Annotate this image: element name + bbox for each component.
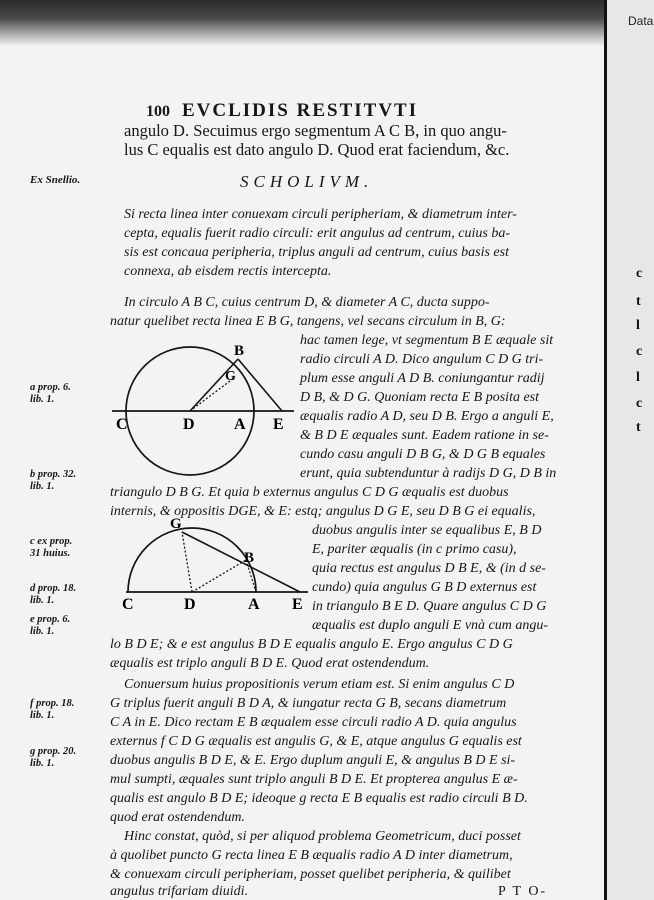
proof-line: internis, & oppositis DGE, & E: estq; angulus D G E, seu D B G ei equalis, [110, 504, 536, 519]
gutter-label: Data [628, 14, 654, 28]
fig2-label-d: D [184, 596, 196, 613]
margin-note: b prop. 32. lib. 1. [30, 469, 77, 492]
fig2-radius-dg [182, 532, 192, 592]
proof-line: æqualis est triplo anguli B D E. Quod erat ostendendum. [110, 656, 430, 671]
proof-line: G triplus fuerit anguli B D A, & iungatur recta G B, secans diametrum [110, 696, 507, 711]
facing-page-strip [604, 0, 654, 900]
theorem-line: sis est concaua peripheria, triplus anguli ad centrum, cuius basis est [124, 245, 509, 260]
proof-line: æqualis est duplo anguli E vnà cum angu- [312, 618, 549, 633]
fig1-label-d: D [183, 416, 195, 433]
theorem-line: cepta, equalis fuerit radio circuli: erit angulus ad centrum, cuius ba- [124, 226, 510, 241]
proof-line: plum esse anguli A D B. coniungantur radij [300, 371, 545, 386]
proof-line: & B D E æquales sunt. Eadem ratione in se- [300, 428, 549, 443]
theorem-line: connexa, ab eisdem rectis intercepta. [124, 264, 332, 279]
figure-1-diagram [110, 330, 300, 480]
margin-note: e prop. 6. lib. 1. [30, 614, 71, 637]
edge-mark: t [636, 420, 641, 435]
proof-line: lo B D E; & e est angulus B D E equalis angulo E. Ergo angulus C D G [110, 637, 513, 652]
header-title: EVCLIDIS RESTITVTI [182, 100, 419, 121]
proof-line: æqualis radio A D, seu D B. Ergo a anguli E, [300, 409, 554, 424]
proof-line: erunt, quia subtenduntur à radijs D G, D B in [300, 466, 557, 481]
proof-line: quia rectus est angulus D B E, & (in d se- [312, 561, 546, 576]
margin-note: a prop. 6. lib. 1. [30, 382, 71, 405]
proof-line: qualis est angulo B D E; ideoque g recta E B equalis est radio circuli B D. [110, 791, 528, 806]
fig2-label-a: A [248, 596, 260, 613]
proof-line: Conuersum huius propositionis verum etiam est. Si enim angulus C D [124, 677, 515, 692]
edge-mark: c [636, 266, 643, 281]
edge-mark: l [636, 370, 640, 385]
fig2-label-g: G [170, 516, 182, 532]
theorem-line: Si recta linea inter conuexam circuli peripheriam, & diametrum inter- [124, 207, 517, 222]
fig2-radius-db [192, 560, 246, 592]
proof-line: cundo casu anguli D B G, & D G B equales [300, 447, 546, 462]
scholium-heading: SCHOLIVM. [240, 172, 374, 191]
fig1-radius-db [190, 359, 238, 411]
margin-note: c ex prop. 31 huius. [30, 536, 73, 559]
margin-note-source: Ex Snellio. [30, 174, 81, 186]
edge-mark: c [636, 396, 643, 411]
proof-line: Hinc constat, quòd, si per aliquod problema Geometricum, duci posset [124, 829, 521, 844]
fig1-label-e: E [273, 416, 284, 433]
proof-line: in triangulo B E D. Quare angulus C D G [312, 599, 547, 614]
proof-line: duobus angulis B D E, & E. Ergo duplum anguli E, & angulus B D E si- [110, 753, 516, 768]
proof-line: C A in E. Dico rectam E B æqualem esse circuli radio A D. quia angulus [110, 715, 517, 730]
catchword: P T O- [498, 884, 548, 899]
proof-line: cundo) quia angulus G B D externus est [312, 580, 537, 595]
fig1-label-g: G [225, 369, 236, 384]
fig2-label-c: C [122, 596, 134, 613]
margin-note: g prop. 20. lib. 1. [30, 746, 77, 769]
fig1-secant-eb [238, 359, 282, 411]
scan-shadow [0, 0, 654, 46]
margin-note: f prop. 18. lib. 1. [30, 698, 75, 721]
proof-line: angulus trifariam diuidi. [110, 884, 249, 899]
text-line: angulo D. Secuimus ergo segmentum A C B, in quo angu- [124, 121, 507, 140]
page-number: 100 [146, 103, 170, 120]
figure-2-diagram [110, 510, 314, 614]
proof-line: E, pariter æqualis (in c primo casu), [312, 542, 517, 557]
edge-mark: c [636, 344, 643, 359]
running-header [146, 100, 418, 122]
proof-line: triangulo D B G. Et quia b externus angulus C D G æqualis est duobus [110, 485, 509, 500]
margin-note: d prop. 18. lib. 1. [30, 583, 77, 606]
proof-line: quod erat ostendendum. [110, 810, 245, 825]
fig1-label-b: B [234, 343, 245, 359]
proof-line: à quolibet puncto G recta linea E B æqualis radio A D inter diametrum, [110, 848, 513, 863]
edge-mark: t [636, 294, 641, 309]
proof-line: externus f C D G æqualis est angulis G, & E, atque angulus G equalis est [110, 734, 522, 749]
fig2-label-b: B [244, 550, 255, 566]
proof-line: mul sumpti, æquales sunt triplo anguli B D E. Et propterea angulus E æ- [110, 772, 518, 787]
fig2-label-e: E [292, 596, 303, 613]
fig1-label-a: A [234, 416, 246, 433]
proof-line: & conuexam circuli peripheriam, posset quelibet peripheria, & quilibet [110, 867, 511, 882]
text-line: lus C equalis est dato angulo D. Quod erat faciendum, &c. [124, 140, 510, 159]
proof-line: D B, & D G. Quoniam recta E B posita est [300, 390, 540, 405]
proof-line: hac tamen lege, vt segmentum B E æquale sit [300, 333, 554, 348]
fig2-secant-ge [182, 532, 300, 592]
proof-line: In circulo A B C, cuius centrum D, & diameter A C, ducta suppo- [124, 295, 490, 310]
proof-line: duobus angulis inter se equalibus E, B D [312, 523, 542, 538]
proof-line: radio circuli A D. Dico angulum C D G tri- [300, 352, 544, 367]
edge-mark: l [636, 318, 640, 333]
fig1-label-c: C [116, 416, 128, 433]
proof-line: natur quelibet recta linea E B G, tangens, vel secans circulum in B, G: [110, 314, 506, 329]
